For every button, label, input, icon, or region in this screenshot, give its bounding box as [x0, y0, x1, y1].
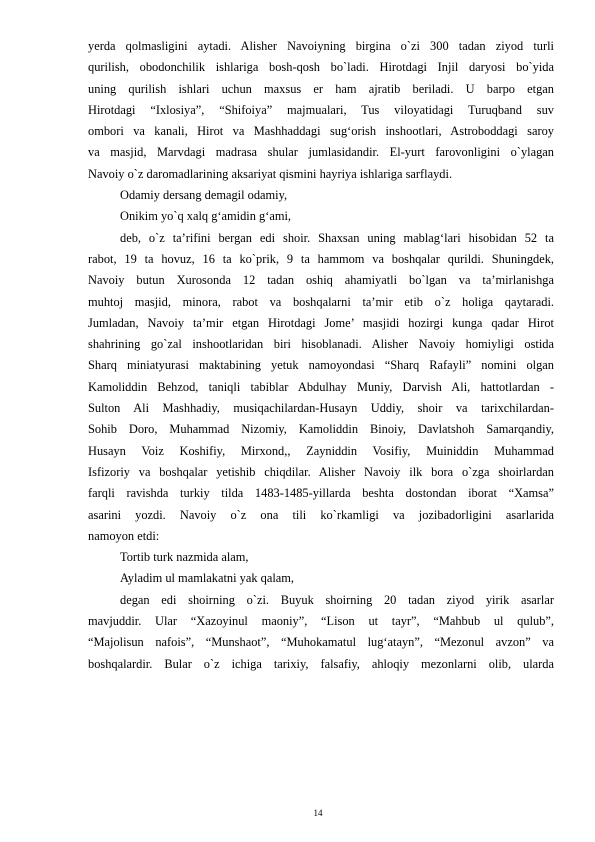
text-line: Tortib turk nazmida alam, — [120, 550, 249, 565]
text-line: farqli ravishda turkiy tilda 1483-1485-yillarda beshta dostondan iborat “Xamsa” — [88, 486, 554, 501]
text-line: Husayn Voiz Koshifiy, Mirxond,, Zayniddin Vosifiy, Muiniddin Muhammad — [88, 443, 554, 458]
text-line: Odamiy dersang demagil odamiy, — [120, 188, 288, 203]
text-line: asarini yozdi. Navoiy o`z ona tili ko`rkamligi va jozibadorligini asarlarida — [88, 507, 554, 522]
text-line: rabot, 19 ta hovuz, 16 ta ko`prik, 9 ta hammom va boshqalar qurildi. Shuningdek, — [88, 251, 554, 266]
body-text — [88, 36, 554, 675]
text-line: Navoiy o`z daromadlarining aksariyat qismini hayriya ishlariga sarflaydi. — [88, 166, 453, 181]
text-line: uning qurilish ishlari uchun maxsus er ham ajratib beriladi. U barpo etgan — [88, 81, 554, 96]
text-line: boshqalardir. Bular o`z ichiga tarixiy, falsafiy, ahloqiy mezonlarni olib, ularda — [88, 656, 554, 671]
text-line: Hirotdagi “Ixlosiya”, “Shifoiya” majmualari, Tus viloyatidagi Turuqband suv — [88, 102, 554, 117]
text-line: “Majolisun nafois”, “Munshaot”, “Muhokamatul lug‘atayn”, “Mezonul avzon” va — [88, 635, 554, 650]
text-line: namoyon etdi: — [88, 528, 160, 543]
text-line: shahrining go`zal inshootlaridan biri hisoblanadi. Alisher Navoiy homiyligi ostida — [88, 337, 554, 352]
text-line: degan edi shoirning o`zi. Buyuk shoirning 20 tadan ziyod yirik asarlar — [120, 592, 554, 607]
text-line: Sohib Doro, Muhammad Nizomiy, Kamoliddin Binoiy, Davlatshoh Samarqandiy, — [88, 422, 554, 437]
text-line: Kamoliddin Behzod, taniqli tabiblar Abdulhay Muniy, Darvish Ali, hattotlardan - — [88, 379, 554, 394]
text-line: ombori va kanali, Hirot va Mashhaddagi sug‘orish inshootlari, Astroboddagi saroy — [88, 124, 554, 139]
page-number: 14 — [313, 808, 323, 818]
text-line: Isfizoriy va boshqalar yetishib chiqdilar. Alisher Navoiy ilk bora o`zga shoirlardan — [88, 464, 554, 479]
text-line: Onikim yo`q xalq g‘amidin g‘ami, — [120, 209, 292, 224]
text-line: va masjid, Marvdagi madrasa shular jumlasidandir. El-yurt farovonligini o`ylagan — [88, 145, 554, 160]
text-line: Ayladim ul mamlakatni yak qalam, — [120, 571, 295, 586]
text-line: Navoiy butun Xurosonda 12 tadan oshiq ahamiyatli bo`lgan va ta’mirlanishga — [88, 273, 554, 288]
text-line: qurilish, obodonchilik ishlariga bosh-qosh bo`ladi. Hirotdagi Injil daryosi bo`yida — [88, 60, 554, 75]
text-line: Sharq miniatyurasi maktabining yetuk namoyondasi “Sharq Rafayli” nomini olgan — [88, 358, 554, 373]
text-line: mavjuddir. Ular “Xazoyinul maoniy”, “Lison ut tayr”, “Mahbub ul qulub”, — [88, 614, 554, 629]
text-line: Jumladan, Navoiy ta’mir etgan Hirotdagi Jome’ masjidi hozirgi kunga qadar Hirot — [88, 315, 554, 330]
text-line: Sulton Ali Mashhadiy, musiqachilardan-Husayn Uddiy, shoir va tarixchilardan- — [88, 401, 554, 416]
text-line: muhtoj masjid, minora, rabot va boshqalarni ta’mir etib o`z holiga qaytaradi. — [88, 294, 554, 309]
text-line: yerda qolmasligini aytadi. Alisher Navoiyning birgina o`zi 300 tadan ziyod turli — [88, 39, 554, 53]
text-line: deb, o`z ta’rifini bergan edi shoir. Shaxsan uning mablag‘lari hisobidan 52 ta — [120, 230, 554, 245]
